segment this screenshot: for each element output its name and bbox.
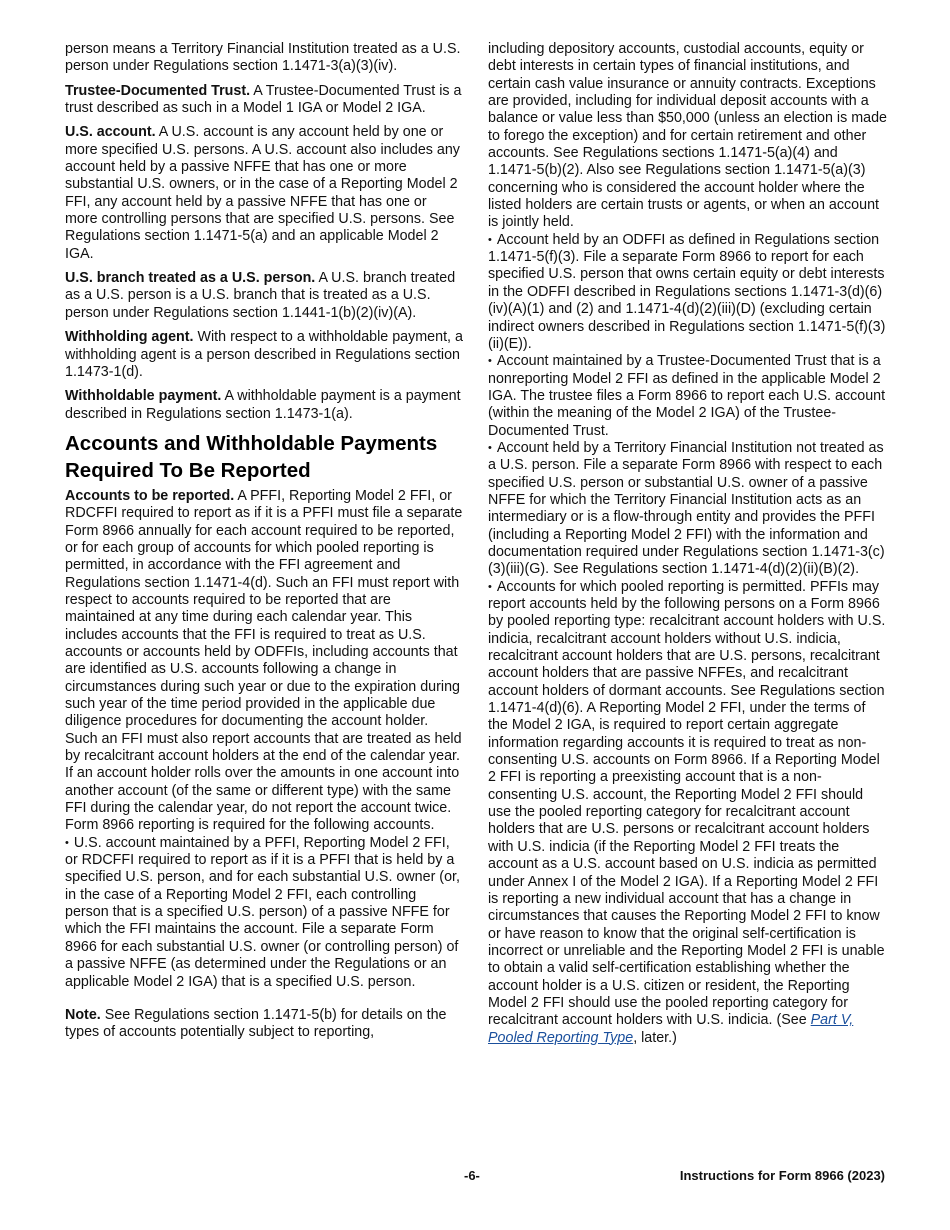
list-item-text: U.S. account maintained by a PFFI, Reporting Model 2 FFI, or RDCFFI required to report as if it is a PFFI that is held by a specified U.S. person, and for each substantial U.S. owner (or, in the case of a Reporting Model 2 FFI, each controlling person that is a specified U.S. person) of a passive NFFE for which the FFI maintains the account. File a separate Form 8966 for each substantial U.S. owner (or controlling person) of a passive NFFE (as determined under the Regulations or an applicable Model 2 IGA) that is a specified U.S. person. bbox=[65, 834, 460, 990]
list-item-text: Account maintained by a Trustee-Documented Trust that is a nonreporting Model 2 FFI as defined in the applicable Model 2 IGA. The trustee files a Form 8966 to report each U.S. account (within the meaning of the Model 2 IGA) of the Trustee-Documented Trust. bbox=[488, 353, 886, 439]
list-item-text: Account held by a Territory Financial Institution not treated as a U.S. person. File a separate Form 8966 with respect to each specified U.S. person or substantial U.S. owner of a passive NFFE for which the Territory Financial Institution acts as an intermediary or is a flow-through entity and provides the PFFI (including a Reporting Model 2 FFI) with the information and documentation required under Regulations section 1.1471-3(c)(3)(iii)(G). See Regulations section 1.1471-4(d)(2)(ii)(B)(2). bbox=[488, 439, 885, 578]
definition-withholdable-payment bbox=[65, 388, 463, 423]
list-item bbox=[488, 579, 888, 1047]
section-heading: Accounts and Withholdable Payments Required To Be Reported bbox=[65, 431, 438, 482]
note bbox=[65, 1007, 463, 1042]
definition-text: With respect to a withholdable payment, a withholding agent is a person described in Regulations section 1.1473-1(d). bbox=[65, 329, 463, 380]
term: Accounts to be reported. bbox=[65, 487, 235, 504]
term: U.S. branch treated as a U.S. person. bbox=[65, 270, 316, 287]
paragraph-text: A PFFI, Reporting Model 2 FFI, or RDCFFI required to report as if it is a PFFI must file a separate Form 8966 annually for each account required to be reported, or for each group of accounts for which pooled reporting is permitted, in accordance with the FFI agreement and Regulations section 1.1471-4(d). Such an FFI must report with respect to accounts required to be reported that are maintained at any time during each calendar year. This includes accounts that the FFI is required to treat as U.S. accounts or accounts held by ODFFIs, including accounts that are identified as U.S. accounts following a change in circumstances during such year or due to the expiration during such year of the time period provided in the applicable due diligence procedures for documenting the account holder. Such an FFI must also report accounts that are treated as held by recalcitrant account holders at the end of the calendar year. If an account holder rolls over the amounts in one account into another account (of the same or different type) with the same FFI during the calendar year, do not report the account twice. Form 8966 reporting is required for the following accounts. bbox=[65, 487, 463, 834]
note-text: See Regulations section 1.1471-5(b) for details on the types of accounts potentially subject to reporting, bbox=[65, 1006, 447, 1041]
bullet-icon: • bbox=[488, 355, 492, 368]
definition-us-account bbox=[65, 124, 463, 263]
left-column bbox=[65, 41, 463, 1049]
bullet-icon: • bbox=[488, 441, 492, 454]
list-item-text: Accounts for which pooled reporting is permitted. PFFIs may report accounts held by the following persons on a Form 8966 by pooled reporting type: recalcitrant account holders with U.S. indicia, recalcitrant account holders without U.S. indicia, recalcitrant account holders that are U.S. persons, recalcitrant account holders that are passive NFFEs, and recalcitrant account holders of dormant accounts. See Regulations section 1.1471-4(d)(6). A Reporting Model 2 FFI, under the terms of the Model 2 IGA, is required to report certain aggregate information regarding accounts it is required to treat as non-consenting U.S. accounts on Form 8966. If a Reporting Model 2 FFI is reporting a preexisting account that is a non-consenting U.S. account, the Reporting Model 2 FFI should use the pooled reporting category for recalcitrant account holders that are U.S. persons or recalcitrant account holders with U.S. indicia (if the Reporting Model 2 FFI treats the account as a U.S. account based on U.S. indicia as permitted under Annex I of the Model 2 IGA). If a Reporting Model 2 FFI is reporting a new individual account that has a change in circumstances that causes the Reporting Model 2 FFI to know or have reason to know that the original self-certification is incorrect or unreliable and the Reporting Model 2 FFI is unable to obtain a valid self-certification establishing whether the account holder is a U.S. citizen or resident, the Reporting Model 2 FFI should use the pooled reporting category for recalcitrant account holders with U.S. indicia. (See bbox=[488, 578, 886, 1029]
definition-text: A withholdable payment is a payment described in Regulations section 1.1473-1(a). bbox=[65, 388, 461, 422]
right-column bbox=[488, 41, 888, 1047]
list-item bbox=[488, 232, 888, 353]
term: U.S. account. bbox=[65, 124, 156, 141]
list-item bbox=[488, 440, 888, 579]
list-item bbox=[65, 835, 463, 991]
paragraph: person means a Territory Financial Institution treated as a U.S. person under Regulations section 1.1471-3(a)(3)(iv). bbox=[65, 41, 461, 75]
term: Withholdable payment. bbox=[65, 388, 222, 405]
term: Trustee-Documented Trust. bbox=[65, 82, 251, 99]
definition-trustee-documented-trust bbox=[65, 83, 463, 118]
pooled-reporting-type-link[interactable]: Part V, Pooled Reporting Type bbox=[488, 1012, 854, 1046]
list-item-text-end: , later.) bbox=[633, 1029, 677, 1046]
bullet-icon: • bbox=[488, 233, 492, 246]
paragraph: including depository accounts, custodial accounts, equity or debt interests in certain types of financial institutions, and certain cash value insurance or annuity contracts. Exceptions are provided, including for individual deposit accounts with a balance or value less than $50,000 (unless an election is made to forego the exception) and for certain retirement and other accounts. See Regulations sections 1.1471-5(a)(4) and 1.1471-5(b)(2). Also see Regulations section 1.1471-5(a)(3) concerning who is considered the account holder where the listed holders are certain trusts or agents, or when an account is jointly held. bbox=[488, 41, 887, 231]
list-item bbox=[488, 353, 888, 440]
definition-us-branch bbox=[65, 270, 463, 322]
accounts-to-be-reported bbox=[65, 488, 463, 835]
term: Withholding agent. bbox=[65, 329, 194, 346]
definition-text: A U.S. branch treated as a U.S. person is a U.S. branch that is treated as a U.S. person under Regulations section 1.1441-1(b)(2)(iv)(A). bbox=[65, 270, 456, 321]
page-number: -6- bbox=[464, 1168, 480, 1183]
definition-text: A U.S. account is any account held by one or more specified U.S. persons. A U.S. account also includes any account held by a passive NFFE that has one or more substantial U.S. owners, or in the case of a Reporting Model 2 FFI, any account held by a passive NFFE that has one or more controlling persons that are specified U.S. persons. See Regulations section 1.1471-5(a) and an applicable Model 2 IGA. bbox=[65, 124, 460, 262]
bullet-icon: • bbox=[65, 836, 69, 849]
bullet-icon: • bbox=[488, 580, 492, 593]
definition-withholding-agent bbox=[65, 329, 463, 381]
list-item-text: Account held by an ODFFI as defined in Regulations section 1.1471-5(f)(3). File a separate Form 8966 to report for each specified U.S. person that owns certain equity or debt interests in the ODFFI described in Regulations sections 1.1471-3(d)(6)(iv)(A)(1) and (2) and 1.1471-4(d)(2)(iii)(D) (excluding certain indirect owners described in Regulations section 1.1471-5(f)(3)(ii)(E)). bbox=[488, 231, 886, 352]
definition-text: A Trustee-Documented Trust is a trust described as such in a Model 1 IGA or Model 2 IGA. bbox=[65, 82, 462, 117]
term: Note. bbox=[65, 1006, 101, 1023]
document-title: Instructions for Form 8966 (2023) bbox=[679, 1168, 885, 1183]
